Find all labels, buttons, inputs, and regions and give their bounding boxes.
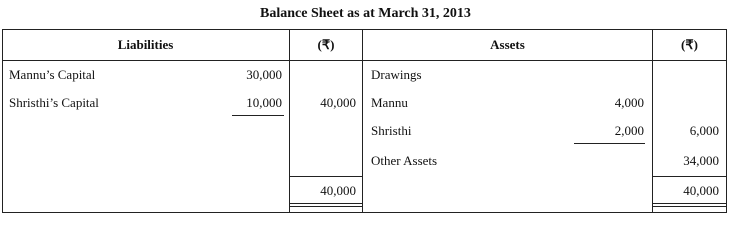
table-bottom-border: [2, 212, 727, 213]
liability-label-shristhi-capital: Shristhi’s Capital: [9, 95, 99, 110]
liability-amount-capital-total: 40,000: [320, 95, 356, 110]
header-bottom-border: [2, 60, 727, 61]
asset-amount-other-assets: 34,000: [683, 153, 719, 168]
header-assets: Assets: [490, 37, 525, 52]
asset-detail-mannu: 4,000: [614, 95, 644, 110]
asset-label-shristhi: Shristhi: [371, 123, 412, 138]
table-left-border: [2, 29, 3, 213]
asset-subtotal-rule: [574, 143, 645, 144]
liability-detail-shristhi-capital: 10,000: [246, 95, 282, 110]
header-liabilities-amount: (₹): [317, 37, 335, 52]
center-divider: [362, 29, 363, 213]
assets-total: 40,000: [683, 183, 719, 198]
liability-label-mannu-capital: Mannu’s Capital: [9, 67, 96, 82]
liability-detail-mannu-capital: 30,000: [246, 67, 282, 82]
liabilities-total-double-rule-1: [290, 203, 362, 204]
asset-label-mannu: Mannu: [371, 95, 408, 110]
liabilities-total-double-rule-2: [290, 206, 362, 207]
liabilities-total-top-rule: [290, 176, 362, 177]
header-liabilities: Liabilities: [117, 37, 174, 52]
assets-total-double-rule-2: [653, 206, 726, 207]
asset-label-drawings: Drawings: [371, 67, 422, 82]
balance-sheet-table: [2, 29, 727, 213]
table-right-border: [726, 29, 727, 213]
page-title: Balance Sheet as at March 31, 2013: [260, 6, 471, 21]
asset-amount-drawings-total: 6,000: [689, 123, 719, 138]
header-assets-amount: (₹): [681, 37, 698, 52]
table-top-border: [2, 29, 727, 30]
liability-subtotal-rule: [232, 115, 284, 116]
liabilities-total: 40,000: [320, 183, 356, 198]
assets-total-top-rule: [653, 176, 726, 177]
asset-label-other-assets: Other Assets: [371, 153, 438, 168]
asset-detail-shristhi: 2,000: [614, 123, 644, 138]
assets-total-double-rule-1: [653, 203, 726, 204]
